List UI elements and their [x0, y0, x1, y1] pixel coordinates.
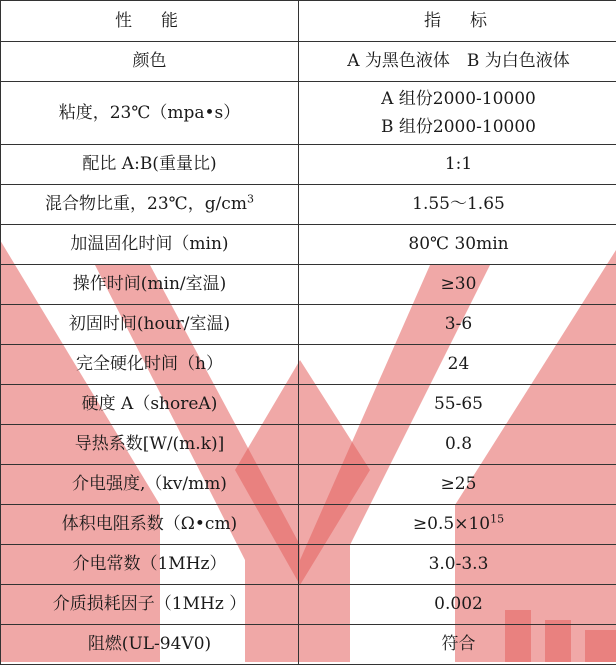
table-row: [1, 185, 616, 225]
property-text: 混合物比重，23℃，g/cm: [45, 194, 247, 214]
property-cell: 介电强度,（kv/mm): [1, 465, 299, 505]
value-cell: [299, 82, 616, 145]
table-row: [1, 42, 616, 82]
value-cell: 符合: [299, 625, 616, 665]
table-row: [1, 305, 616, 345]
property-cell: [1, 185, 299, 225]
table-row: [1, 225, 616, 265]
table-row: [1, 345, 616, 385]
value-cell: 24: [299, 345, 616, 385]
table-row: [1, 585, 616, 625]
header-property: 性 能: [1, 1, 299, 42]
property-cell: 完全硬化时间（h）: [1, 345, 299, 385]
value-cell: 1:1: [299, 145, 616, 185]
property-cell: 粘度，23℃（mpa•s）: [1, 82, 299, 145]
property-cell: 体积电阻系数（Ω•cm): [1, 505, 299, 545]
table-row: [1, 265, 616, 305]
property-cell: 初固时间(hour/室温): [1, 305, 299, 345]
table-row: [1, 425, 616, 465]
property-cell: 阻燃(UL-94V0): [1, 625, 299, 665]
table-row: [1, 82, 616, 145]
property-cell: 硬度 A（shoreA): [1, 385, 299, 425]
header-indicator: 指 标: [299, 1, 616, 42]
property-cell: 介电常数（1MHz）: [1, 545, 299, 585]
value-cell: 55-65: [299, 385, 616, 425]
property-cell: 颜色: [1, 42, 299, 82]
property-cell: 介质损耗因子（1MHz ）: [1, 585, 299, 625]
superscript: 15: [490, 513, 504, 526]
value-cell: ≥30: [299, 265, 616, 305]
value-cell: 1.55～1.65: [299, 185, 616, 225]
table-row: [1, 385, 616, 425]
value-cell: 80℃ 30min: [299, 225, 616, 265]
table-row: [1, 465, 616, 505]
value-line: A 组份2000-10000: [299, 89, 616, 109]
property-cell: 导热系数[W/(m.k)]: [1, 425, 299, 465]
value-text: ≥0.5×10: [413, 514, 490, 534]
value-cell: [299, 505, 616, 545]
property-cell: 操作时间(min/室温): [1, 265, 299, 305]
value-cell: 3.0-3.3: [299, 545, 616, 585]
table-row: [1, 625, 616, 665]
value-cell: ≥25: [299, 465, 616, 505]
value-cell: 0.8: [299, 425, 616, 465]
header-row: [1, 1, 616, 42]
value-cell: 0.002: [299, 585, 616, 625]
value-cell: A 为黑色液体 B 为白色液体: [299, 42, 616, 82]
property-cell: 配比 A:B(重量比): [1, 145, 299, 185]
table-row: [1, 545, 616, 585]
property-cell: 加温固化时间（min): [1, 225, 299, 265]
value-line: B 组份2000-10000: [299, 117, 616, 137]
superscript: 3: [247, 193, 254, 206]
value-cell: 3-6: [299, 305, 616, 345]
table-row: [1, 505, 616, 545]
table-row: [1, 145, 616, 185]
